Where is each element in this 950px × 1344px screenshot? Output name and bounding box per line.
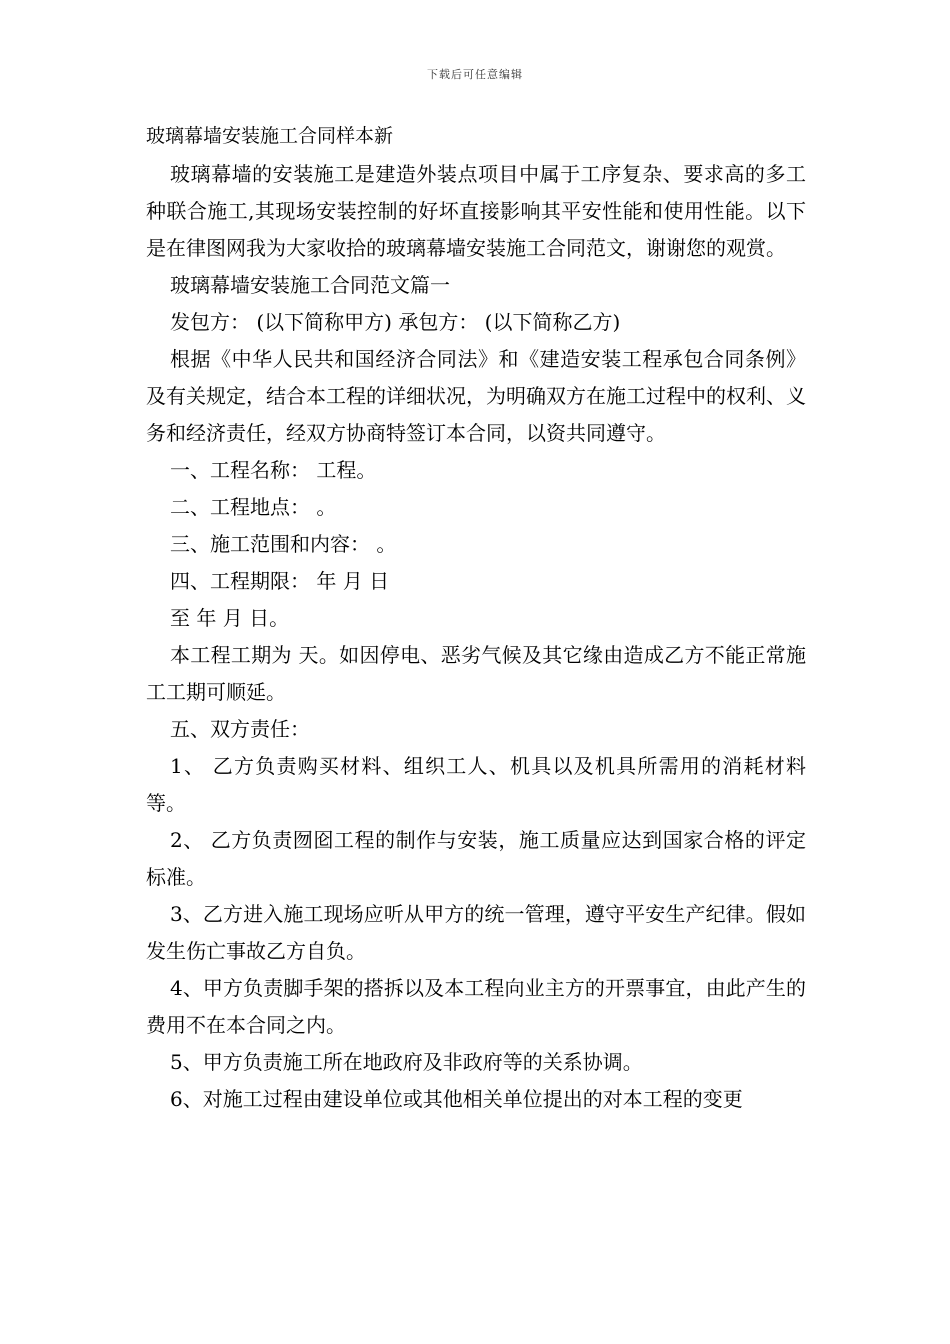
paragraph-item-4: 4、甲方负责脚手架的搭拆以及本工程向业主方的开票事宜，由此产生的费用不在本合同之内。 bbox=[146, 976, 806, 1037]
paragraph-duration: 本工程工期为 天。如因停电、恶劣气候及其它缘由造成乙方不能正常施工工期可顺延。 bbox=[146, 643, 806, 704]
paragraph-item-6: 6、对施工过程由建设单位或其他相关单位提出的对本工程的变更 bbox=[170, 1087, 743, 1111]
paragraph-project-name: 一、工程名称： 工程。 bbox=[170, 458, 377, 482]
paragraph-responsibilities: 五、双方责任： bbox=[170, 717, 310, 741]
paragraph-term-end: 至 年 月 日。 bbox=[170, 606, 290, 630]
paragraph-item-2: 2、 乙方负责囫囵工程的制作与安装，施工质量应达到国家合格的评定标准。 bbox=[146, 828, 806, 889]
paragraph-basis: 根据《中华人民共和国经济合同法》和《建造安装工程承包合同条例》及有关规定，结合本工程的详细状况，为明确双方在施工过程中的权利、义务和经济责任，经双方协商特签订本合同，以资共同遵守。 bbox=[146, 347, 806, 445]
document-body bbox=[146, 156, 806, 1118]
header-note: 下载后可任意编辑 bbox=[427, 68, 523, 81]
paragraph-section-heading: 玻璃幕墙安装施工合同范文篇一 bbox=[170, 273, 450, 297]
paragraph-term-start: 四、工程期限： 年 月 日 bbox=[170, 569, 390, 593]
paragraph-scope: 三、施工范围和内容： 。 bbox=[170, 532, 397, 556]
paragraph-item-3: 3、乙方进入施工现场应听从甲方的统一管理，遵守平安生产纪律。假如发生伤亡事故乙方自负。 bbox=[146, 902, 806, 963]
paragraph-parties: 发包方： (以下简称甲方) 承包方： (以下简称乙方) bbox=[170, 310, 621, 334]
paragraph-item-1: 1、 乙方负责购买材料、组织工人、机具以及机具所需用的消耗材料等。 bbox=[146, 754, 806, 815]
paragraph-item-5: 5、甲方负责施工所在地政府及非政府等的关系协调。 bbox=[170, 1050, 643, 1074]
paragraph-project-location: 二、工程地点： 。 bbox=[170, 495, 337, 519]
paragraph-intro: 玻璃幕墙的安装施工是建造外装点项目中属于工序复杂、要求高的多工种联合施工,其现场安装控制的好坏直接影响其平安性能和使用性能。以下是在律图网我为大家收拾的玻璃幕墙安装施工合同范文，谢谢您的观赏。 bbox=[146, 162, 806, 260]
document-title: 玻璃幕墙安装施工合同样本新 bbox=[146, 125, 394, 147]
